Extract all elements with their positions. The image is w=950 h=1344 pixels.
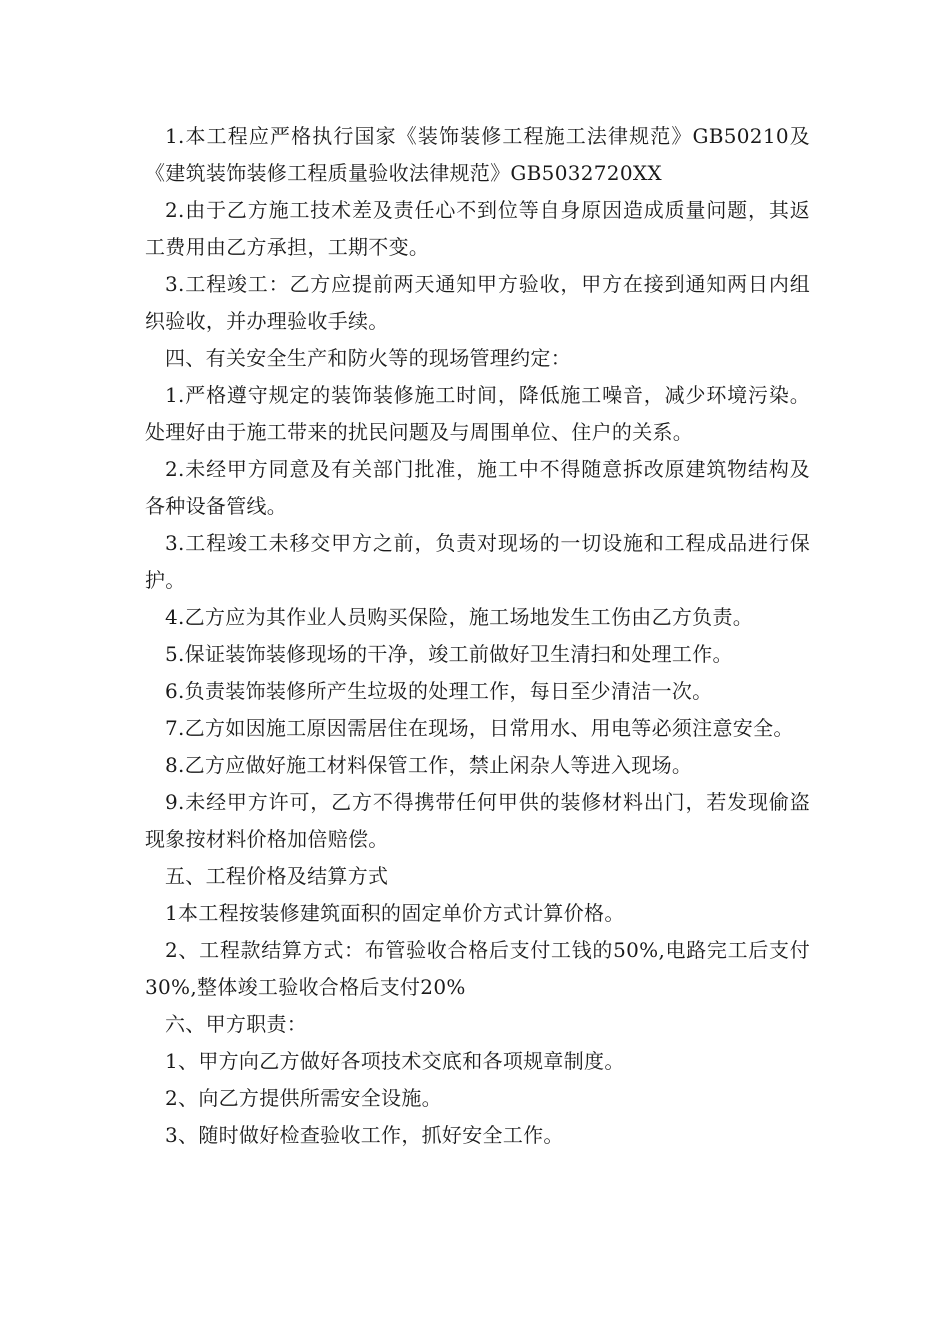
section-heading-party-a-duties: 六、甲方职责：	[165, 1012, 308, 1036]
paragraph-inspection: 3、随时做好检查验收工作，抓好安全工作。	[165, 1123, 564, 1147]
paragraph-safety-facilities: 2、向乙方提供所需安全设施。	[165, 1086, 442, 1110]
paragraph-rework-cost: 2.由于乙方施工技术差及责任心不到位等自身原因造成质量问题，其返工费用由乙方承担，工期不变。	[145, 198, 810, 259]
paragraph-insurance: 4.乙方应为其作业人员购买保险，施工场地发生工伤由乙方负责。	[165, 605, 754, 629]
document-body	[145, 118, 810, 1154]
paragraph-site-protection: 3.工程竣工未移交甲方之前，负责对现场的一切设施和工程成品进行保护。	[145, 531, 810, 592]
paragraph-quality-standard: 1.本工程应严格执行国家《装饰装修工程施工法律规范》GB50210及《建筑装饰装修工程质量验收法律规范》GB5032720XX	[145, 124, 810, 185]
paragraph-construction-time: 1.严格遵守规定的装饰装修施工时间，降低施工噪音，减少环境污染。处理好由于施工带来的扰民问题及与周围单位、住户的关系。	[145, 383, 810, 444]
paragraph-material-storage: 8.乙方应做好施工材料保管工作，禁止闲杂人等进入现场。	[165, 753, 693, 777]
section-heading-pricing: 五、工程价格及结算方式	[165, 864, 389, 888]
paragraph-completion-acceptance: 3.工程竣工：乙方应提前两天通知甲方验收，甲方在接到通知两日内组织验收，并办理验收手续。	[145, 272, 810, 333]
paragraph-technical-briefing: 1、甲方向乙方做好各项技术交底和各项规章制度。	[165, 1049, 625, 1073]
paragraph-site-cleanliness: 5.保证装饰装修现场的干净，竣工前做好卫生清扫和处理工作。	[165, 642, 733, 666]
paragraph-payment-schedule: 2、工程款结算方式：布管验收合格后支付工钱的50%,电路完工后支付30%,整体竣工验收合格后支付20%	[145, 938, 810, 999]
paragraph-onsite-living: 7.乙方如因施工原因需居住在现场，日常用水、用电等必须注意安全。	[165, 716, 794, 740]
section-heading-safety: 四、有关安全生产和防火等的现场管理约定：	[165, 346, 571, 370]
paragraph-no-structural-change: 2.未经甲方同意及有关部门批准，施工中不得随意拆改原建筑物结构及各种设备管线。	[145, 457, 810, 518]
paragraph-unit-price: 1本工程按装修建筑面积的固定单价方式计算价格。	[165, 901, 625, 925]
paragraph-material-theft: 9.未经甲方许可，乙方不得携带任何甲供的装修材料出门，若发现偷盗现象按材料价格加倍赔偿。	[145, 790, 810, 851]
paragraph-waste-handling: 6.负责装饰装修所产生垃圾的处理工作，每日至少清洁一次。	[165, 679, 713, 703]
